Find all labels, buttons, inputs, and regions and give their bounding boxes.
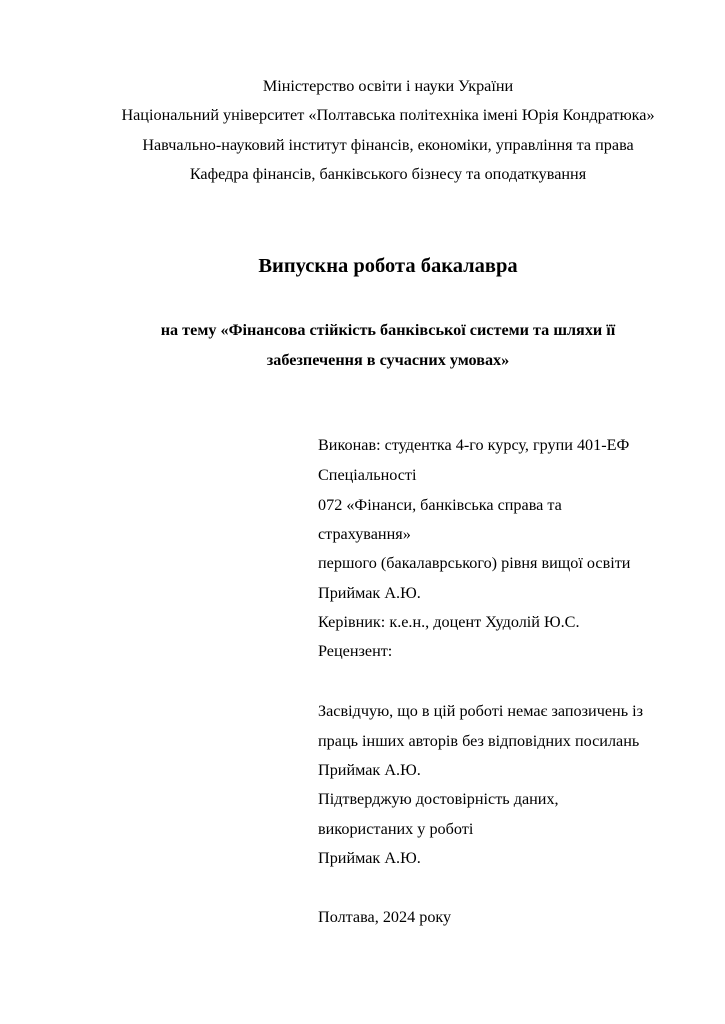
declaration-signature-2: Приймак А.Ю.: [318, 849, 421, 867]
declaration-signature-1: Приймак А.Ю.: [318, 761, 421, 779]
specialty-line-2: страхування»: [318, 525, 411, 543]
specialty-label: Спеціальності: [318, 466, 417, 484]
place-year: Полтава, 2024 року: [318, 908, 452, 926]
reviewer-line: Рецензент:: [318, 642, 393, 660]
topic-line-2: забезпечення в сучасних умовах»: [266, 351, 510, 369]
author-line: Виконав: студентка 4-го курсу, групи 401-ЕФ: [318, 436, 630, 454]
university-line: Національний університет «Полтавська політехніка імені Юрія Кондратюка»: [121, 106, 655, 124]
confirmation-line-1: Підтверджую достовірність даних,: [318, 790, 559, 808]
declaration-line-2: праць інших авторів без відповідних посилань: [318, 732, 640, 750]
institute-line: Навчально-науковий інститут фінансів, економіки, управління та права: [142, 136, 634, 154]
supervisor-line: Керівник: к.е.н., доцент Худолій Ю.С.: [318, 613, 580, 631]
degree-line: першого (бакалаврського) рівня вищої освіти: [318, 554, 631, 572]
confirmation-line-2: використаних у роботі: [318, 820, 474, 838]
declaration-line-1: Засвідчую, що в цій роботі немає запозичень із: [318, 702, 644, 720]
topic-line-1: на тему «Фінансова стійкість банківської системи та шляхи її: [160, 321, 616, 339]
specialty-line-1: 072 «Фінанси, банківська справа та: [318, 496, 562, 514]
author-name: Приймак А.Ю.: [318, 584, 421, 602]
document-title: Випускна робота бакалавра: [258, 255, 518, 277]
ministry-line: Міністерство освіти і науки України: [262, 77, 514, 95]
department-line: Кафедра фінансів, банківського бізнесу та оподаткування: [189, 165, 587, 183]
